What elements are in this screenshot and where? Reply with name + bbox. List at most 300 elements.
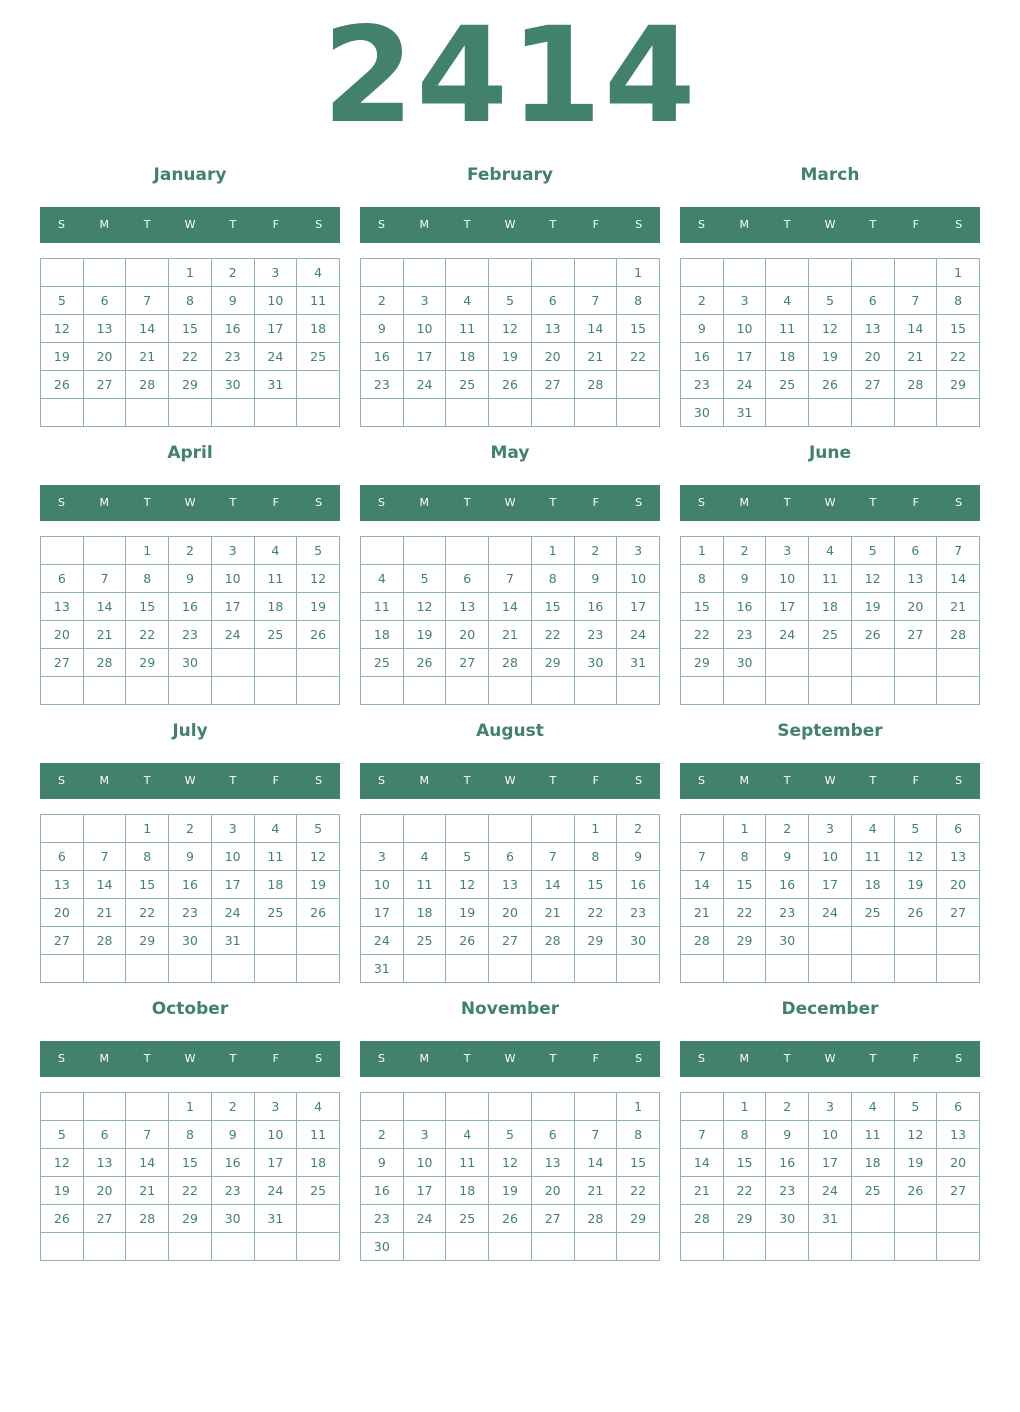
day-cell: 16 [617,871,660,899]
weekday-label: S [697,496,705,509]
month-name: March [800,165,860,185]
empty-day-cell [403,1093,446,1121]
empty-day-cell [681,1233,724,1261]
day-cell: 11 [361,593,404,621]
day-cell: 9 [681,315,724,343]
empty-day-cell [723,1233,766,1261]
weekday-label: S [955,218,963,231]
empty-day-cell [809,649,852,677]
day-cell: 30 [723,649,766,677]
empty-day-cell [83,815,126,843]
empty-day-cell [489,1093,532,1121]
day-cell: 28 [574,1205,617,1233]
empty-day-cell [809,677,852,705]
day-cell: 5 [446,843,489,871]
empty-day-cell [851,927,894,955]
week-row [681,955,980,983]
day-grid [680,258,980,427]
day-cell: 22 [617,343,660,371]
day-cell: 30 [766,1205,809,1233]
empty-day-cell [446,537,489,565]
day-cell: 19 [41,343,84,371]
day-cell: 27 [937,899,980,927]
day-cell: 11 [254,843,297,871]
day-cell: 22 [169,343,212,371]
day-cell: 3 [723,287,766,315]
day-cell: 24 [211,621,254,649]
empty-day-cell [723,955,766,983]
day-cell: 20 [894,593,937,621]
day-cell: 3 [254,259,297,287]
weekday-label: T [549,1052,557,1065]
day-cell: 15 [574,871,617,899]
weekday-label: T [143,774,151,787]
day-grid [360,536,660,705]
day-cell: 15 [617,1149,660,1177]
weekday-label: T [869,496,877,509]
weekday-header [40,763,340,799]
day-cell: 24 [403,371,446,399]
day-cell: 16 [574,593,617,621]
day-cell: 10 [617,565,660,593]
empty-day-cell [574,955,617,983]
empty-day-cell [169,677,212,705]
month-march [680,163,980,433]
empty-day-cell [723,259,766,287]
week-row [681,677,980,705]
weekday-header [40,1041,340,1077]
day-cell: 17 [723,343,766,371]
day-cell: 24 [809,1177,852,1205]
weekday-label: S [315,496,323,509]
empty-day-cell [531,955,574,983]
day-cell: 18 [297,1149,340,1177]
weekday-label: S [377,218,385,231]
empty-day-cell [617,677,660,705]
week-row [361,343,660,371]
day-cell: 25 [851,899,894,927]
day-cell: 7 [83,843,126,871]
empty-day-cell [41,399,84,427]
weekday-label: M [739,774,750,787]
weekday-label: M [419,218,430,231]
empty-day-cell [617,399,660,427]
empty-day-cell [83,537,126,565]
day-cell: 24 [254,1177,297,1205]
weekday-label: S [697,218,705,231]
day-cell: 20 [41,899,84,927]
day-cell: 22 [937,343,980,371]
weekday-label: F [272,774,279,787]
day-cell: 23 [574,621,617,649]
day-cell: 13 [489,871,532,899]
day-cell: 10 [254,1121,297,1149]
day-cell: 21 [531,899,574,927]
day-cell: 13 [937,1121,980,1149]
week-row [681,1177,980,1205]
day-cell: 27 [937,1177,980,1205]
week-row [681,399,980,427]
weekday-label: S [635,774,643,787]
empty-day-cell [894,927,937,955]
day-cell: 29 [169,1205,212,1233]
day-cell: 2 [211,1093,254,1121]
day-cell: 2 [574,537,617,565]
day-cell: 18 [446,1177,489,1205]
day-cell: 29 [531,649,574,677]
day-cell: 21 [574,1177,617,1205]
empty-day-cell [937,955,980,983]
day-cell: 9 [169,565,212,593]
day-cell: 17 [254,1149,297,1177]
week-row [41,315,340,343]
day-cell: 18 [297,315,340,343]
weekday-header [680,1041,980,1077]
day-cell: 7 [489,565,532,593]
day-cell: 17 [403,1177,446,1205]
empty-day-cell [41,815,84,843]
day-cell: 6 [531,287,574,315]
week-row [681,927,980,955]
day-cell: 7 [894,287,937,315]
day-cell: 4 [851,815,894,843]
day-cell: 6 [851,287,894,315]
month-name: November [460,999,560,1019]
day-cell: 1 [531,537,574,565]
week-row [41,815,340,843]
day-grid [680,536,980,705]
day-cell: 30 [211,371,254,399]
day-cell: 17 [211,871,254,899]
day-cell: 28 [681,927,724,955]
day-cell: 7 [126,287,169,315]
day-cell: 5 [297,815,340,843]
day-cell: 22 [723,899,766,927]
day-cell: 27 [446,649,489,677]
empty-day-cell [766,1233,809,1261]
month-june [680,441,980,711]
weekday-label: T [463,774,471,787]
week-row [361,593,660,621]
day-cell: 1 [937,259,980,287]
empty-day-cell [169,399,212,427]
weekday-label: T [549,496,557,509]
day-cell: 23 [361,1205,404,1233]
week-row [681,649,980,677]
day-cell: 15 [723,1149,766,1177]
day-cell: 19 [403,621,446,649]
day-cell: 8 [681,565,724,593]
weekday-label: F [592,496,599,509]
day-cell: 29 [723,1205,766,1233]
weekday-label: S [315,218,323,231]
day-cell: 19 [894,1149,937,1177]
empty-day-cell [41,537,84,565]
day-cell: 13 [531,1149,574,1177]
empty-day-cell [574,1093,617,1121]
week-row [41,1233,340,1261]
weekday-label: W [504,1052,516,1065]
empty-day-cell [809,399,852,427]
empty-day-cell [937,927,980,955]
day-cell: 31 [254,371,297,399]
empty-day-cell [254,399,297,427]
weekday-label: S [635,218,643,231]
empty-day-cell [297,399,340,427]
day-cell: 19 [809,343,852,371]
weekday-header [360,485,660,521]
day-cell: 4 [361,565,404,593]
week-row [41,1205,340,1233]
week-row [681,899,980,927]
day-cell: 16 [766,871,809,899]
day-cell: 7 [531,843,574,871]
week-row [41,287,340,315]
week-row [681,259,980,287]
day-cell: 21 [937,593,980,621]
weekday-label: W [824,496,836,509]
empty-day-cell [361,399,404,427]
day-cell: 14 [83,871,126,899]
week-row [41,1177,340,1205]
week-row [41,1121,340,1149]
day-cell: 2 [169,815,212,843]
weekday-label: F [912,1052,919,1065]
weekday-label: S [315,1052,323,1065]
empty-day-cell [809,259,852,287]
day-cell: 26 [851,621,894,649]
week-row [361,287,660,315]
day-cell: 2 [766,815,809,843]
empty-day-cell [211,649,254,677]
day-cell: 25 [851,1177,894,1205]
empty-day-cell [617,1233,660,1261]
day-cell: 1 [169,1093,212,1121]
day-cell: 19 [894,871,937,899]
day-cell: 20 [489,899,532,927]
weekday-label: W [184,774,196,787]
day-cell: 8 [937,287,980,315]
day-cell: 4 [851,1093,894,1121]
day-cell: 1 [723,1093,766,1121]
day-cell: 21 [83,621,126,649]
week-row [681,565,980,593]
empty-day-cell [489,677,532,705]
empty-day-cell [254,955,297,983]
weekday-label: F [592,218,599,231]
day-grid [680,814,980,983]
weekday-label: W [184,496,196,509]
day-cell: 22 [723,1177,766,1205]
day-cell: 15 [126,593,169,621]
day-cell: 20 [937,871,980,899]
weekday-label: T [783,218,791,231]
empty-day-cell [254,649,297,677]
day-cell: 21 [83,899,126,927]
weekday-label: T [143,496,151,509]
week-row [361,371,660,399]
weekday-label: S [955,774,963,787]
day-cell: 25 [766,371,809,399]
day-cell: 18 [809,593,852,621]
day-cell: 9 [766,1121,809,1149]
empty-day-cell [403,399,446,427]
day-cell: 14 [531,871,574,899]
day-cell: 13 [894,565,937,593]
month-february [360,163,660,433]
day-cell: 17 [766,593,809,621]
day-cell: 28 [531,927,574,955]
day-cell: 13 [851,315,894,343]
month-november [360,997,660,1267]
day-cell: 12 [403,593,446,621]
day-cell: 4 [297,259,340,287]
day-cell: 8 [723,1121,766,1149]
weekday-label: W [824,218,836,231]
weekday-label: T [869,774,877,787]
weekday-label: S [377,1052,385,1065]
weekday-header [680,485,980,521]
day-cell: 15 [937,315,980,343]
empty-day-cell [403,1233,446,1261]
day-cell: 23 [211,1177,254,1205]
day-cell: 9 [361,315,404,343]
day-cell: 23 [361,371,404,399]
empty-day-cell [446,955,489,983]
day-cell: 26 [41,1205,84,1233]
day-cell: 25 [254,899,297,927]
day-cell: 1 [617,259,660,287]
empty-day-cell [531,1233,574,1261]
empty-day-cell [446,259,489,287]
day-cell: 18 [446,343,489,371]
day-cell: 24 [254,343,297,371]
empty-day-cell [403,677,446,705]
week-row [361,315,660,343]
day-cell: 26 [41,371,84,399]
weekday-label: W [184,218,196,231]
day-cell: 17 [617,593,660,621]
day-cell: 26 [489,371,532,399]
empty-day-cell [83,677,126,705]
empty-day-cell [809,1233,852,1261]
month-name: May [490,443,530,463]
day-cell: 16 [211,315,254,343]
empty-day-cell [489,259,532,287]
day-cell: 21 [489,621,532,649]
week-row [41,871,340,899]
month-december [680,997,980,1267]
empty-day-cell [531,399,574,427]
day-cell: 1 [126,815,169,843]
week-row [681,871,980,899]
month-may [360,441,660,711]
day-cell: 7 [681,843,724,871]
day-cell: 23 [169,899,212,927]
day-cell: 9 [211,287,254,315]
day-cell: 7 [681,1121,724,1149]
week-row [41,899,340,927]
day-cell: 25 [297,343,340,371]
weekday-header [360,207,660,243]
day-cell: 12 [489,1149,532,1177]
weekday-label: T [143,218,151,231]
empty-day-cell [126,1093,169,1121]
empty-day-cell [937,649,980,677]
day-cell: 25 [446,371,489,399]
week-row [681,343,980,371]
weekday-label: T [549,774,557,787]
day-cell: 3 [254,1093,297,1121]
day-cell: 30 [169,649,212,677]
weekday-label: S [377,496,385,509]
day-cell: 10 [403,315,446,343]
day-grid [40,258,340,427]
weekday-label: F [592,1052,599,1065]
day-cell: 30 [766,927,809,955]
day-cell: 26 [297,899,340,927]
day-cell: 17 [809,1149,852,1177]
day-cell: 5 [851,537,894,565]
week-row [681,1121,980,1149]
day-cell: 16 [169,871,212,899]
day-cell: 6 [489,843,532,871]
day-cell: 27 [851,371,894,399]
day-cell: 6 [83,1121,126,1149]
day-cell: 4 [446,287,489,315]
empty-day-cell [403,537,446,565]
day-cell: 30 [574,649,617,677]
month-name: February [466,165,554,185]
empty-day-cell [809,927,852,955]
weekday-label: F [912,496,919,509]
day-cell: 12 [297,843,340,871]
weekday-label: S [955,496,963,509]
month-august [360,719,660,989]
day-cell: 4 [446,1121,489,1149]
weekday-label: S [57,1052,65,1065]
day-cell: 5 [297,537,340,565]
day-cell: 20 [83,343,126,371]
day-cell: 10 [254,287,297,315]
day-cell: 3 [211,815,254,843]
day-cell: 3 [809,1093,852,1121]
week-row [361,649,660,677]
week-row [361,815,660,843]
month-july [40,719,340,989]
empty-day-cell [531,259,574,287]
week-row [361,955,660,983]
day-cell: 21 [894,343,937,371]
week-row [681,843,980,871]
day-cell: 10 [766,565,809,593]
day-cell: 10 [403,1149,446,1177]
empty-day-cell [403,955,446,983]
day-cell: 30 [617,927,660,955]
day-cell: 30 [169,927,212,955]
empty-day-cell [126,259,169,287]
year-title: 2414 [322,0,698,153]
day-cell: 18 [851,871,894,899]
day-cell: 1 [126,537,169,565]
day-cell: 8 [126,565,169,593]
day-cell: 13 [41,871,84,899]
week-row [361,259,660,287]
day-cell: 15 [169,1149,212,1177]
weekday-label: S [955,1052,963,1065]
day-cell: 16 [211,1149,254,1177]
day-cell: 13 [41,593,84,621]
